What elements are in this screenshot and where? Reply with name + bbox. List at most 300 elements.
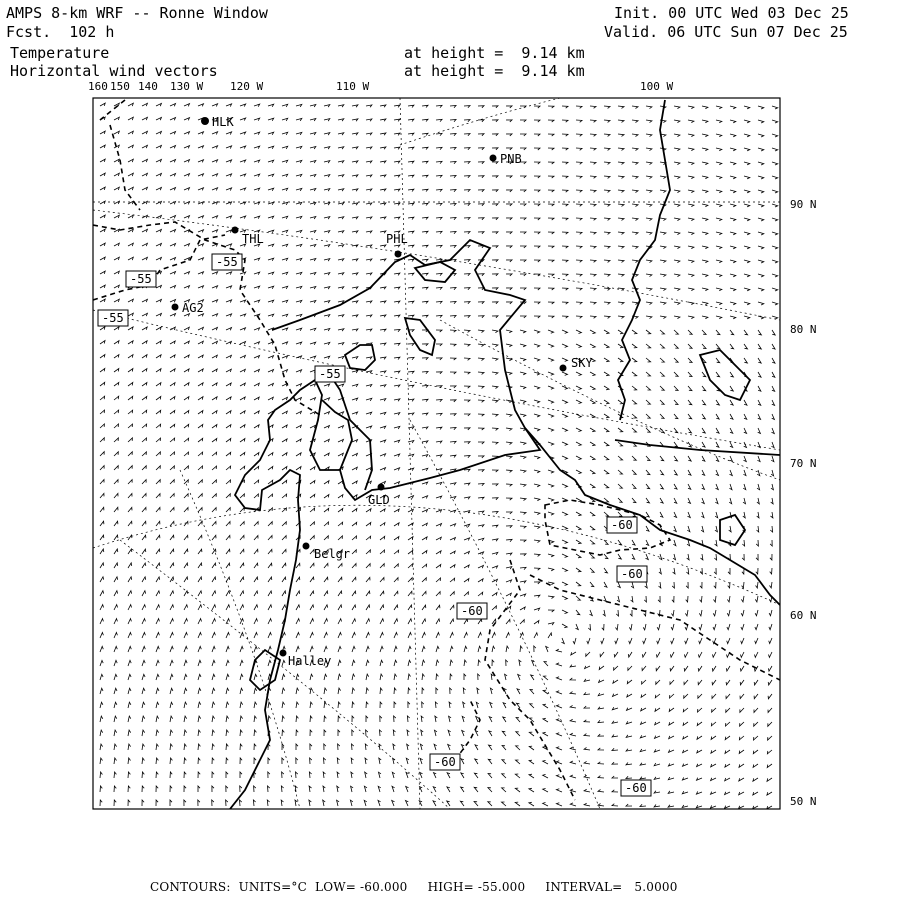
wind-vector	[156, 131, 161, 134]
wind-vector	[380, 385, 386, 388]
wind-vector	[142, 173, 147, 176]
wind-vector	[114, 257, 119, 260]
wind-vector	[697, 778, 703, 781]
wind-vector	[296, 258, 302, 261]
wind-vector	[492, 498, 498, 500]
wind-vector	[128, 535, 132, 540]
wind-vector	[156, 716, 159, 722]
wind-vector	[422, 399, 428, 401]
height-label-1: at height = 9.14 km	[404, 44, 585, 62]
wind-vector	[226, 466, 231, 470]
wind-vector	[753, 806, 758, 809]
wind-vector	[170, 674, 173, 680]
wind-vector	[618, 442, 623, 446]
wind-vector	[128, 619, 131, 624]
wind-vector	[646, 260, 652, 263]
wind-vector	[380, 245, 386, 247]
svg-text:-55: -55	[216, 255, 238, 269]
wind-vector	[640, 735, 646, 738]
wind-vector	[422, 358, 428, 360]
wind-vector	[506, 539, 512, 541]
wind-vector	[142, 159, 147, 162]
wind-vector	[598, 762, 604, 764]
wind-vector	[352, 453, 357, 456]
wind-vector	[380, 412, 386, 415]
wind-vector	[758, 190, 764, 193]
wind-vector	[702, 498, 705, 504]
wind-vector	[338, 161, 344, 163]
wind-vector	[142, 145, 147, 148]
wind-vector	[489, 731, 492, 736]
wind-vector	[420, 787, 423, 792]
wind-vector	[772, 316, 778, 319]
wind-vector	[100, 327, 105, 330]
wind-vector	[529, 802, 534, 806]
wind-vector	[114, 396, 119, 400]
lon-label-120w: 120 W	[230, 80, 264, 93]
wind-vector	[520, 148, 526, 150]
wind-vector	[548, 232, 554, 234]
wind-vector	[588, 624, 590, 630]
wind-vector	[100, 507, 104, 512]
wind-vector	[212, 104, 218, 107]
wind-vector	[740, 680, 744, 685]
wind-vector	[268, 619, 272, 624]
wind-vector	[254, 702, 257, 708]
wind-vector	[128, 341, 133, 344]
wind-vector	[604, 260, 610, 262]
wind-vector	[351, 772, 353, 778]
wind-vector	[142, 633, 145, 639]
wind-vector	[450, 578, 455, 582]
wind-vector	[548, 400, 554, 403]
wind-vector	[422, 510, 428, 513]
wind-vector	[240, 369, 245, 372]
wind-vector	[296, 702, 299, 708]
wind-vector	[506, 218, 512, 220]
wind-vector	[646, 512, 649, 517]
wind-vector	[618, 358, 623, 362]
wind-vector	[464, 162, 470, 164]
wind-vector	[323, 786, 325, 792]
svg-text:PNB: PNB	[500, 152, 522, 166]
wind-vector	[142, 716, 145, 722]
wind-vector	[657, 638, 660, 644]
wind-vector	[754, 694, 758, 699]
wind-vector	[772, 162, 778, 165]
wind-vector	[590, 582, 594, 587]
wind-vector	[674, 442, 678, 447]
wind-vector	[142, 758, 144, 764]
wind-vector	[548, 442, 554, 445]
wind-vector	[590, 274, 596, 276]
wind-vector	[338, 577, 342, 582]
wind-vector	[659, 582, 661, 588]
wind-vector	[716, 232, 722, 235]
wind-vector	[758, 428, 761, 434]
wind-vector	[576, 162, 582, 164]
wind-vector	[562, 456, 568, 459]
wind-vector	[240, 744, 242, 750]
longitude-label-group	[88, 80, 673, 93]
wind-vector	[226, 355, 231, 358]
wind-vector	[408, 619, 412, 624]
station-thl[interactable]	[232, 227, 264, 247]
wind-vector	[380, 619, 384, 624]
wind-vector	[646, 288, 652, 291]
wind-vector	[674, 274, 680, 277]
wind-vector	[170, 118, 176, 121]
wind-vector	[422, 259, 428, 261]
wind-vector	[324, 522, 329, 526]
wind-vector	[170, 660, 173, 666]
wind-vector	[632, 204, 638, 207]
wind-vector	[240, 160, 246, 163]
wind-vector	[502, 760, 506, 764]
wind-vector	[198, 646, 201, 652]
wind-vector	[531, 675, 534, 680]
wind-vector	[660, 498, 663, 503]
wind-vector	[520, 386, 526, 389]
wind-vector	[366, 161, 372, 163]
wind-vector	[576, 400, 581, 404]
wind-vector	[534, 484, 540, 487]
wind-vector	[254, 369, 259, 372]
wind-vector	[380, 550, 385, 554]
wind-vector	[128, 327, 133, 330]
wind-vector	[184, 411, 189, 415]
wind-vector	[198, 146, 204, 149]
wind-vector	[654, 791, 660, 793]
wind-vector	[380, 301, 386, 303]
wind-vector	[422, 455, 428, 458]
wind-vector	[713, 610, 716, 616]
wind-vector	[254, 132, 260, 135]
wind-vector	[422, 468, 428, 471]
station-ag2[interactable]	[172, 301, 204, 315]
wind-vector	[114, 549, 118, 554]
wind-vector	[226, 660, 229, 666]
wind-vector	[740, 708, 744, 712]
wind-vector	[674, 162, 680, 165]
wind-vector	[352, 605, 356, 610]
wind-vector	[282, 314, 288, 317]
wind-vector	[100, 786, 102, 792]
wind-vector	[422, 591, 426, 596]
wind-vector	[114, 117, 119, 120]
wind-vector	[408, 105, 414, 107]
wind-vector	[713, 624, 716, 630]
wind-vector	[464, 176, 470, 178]
wind-vector	[128, 103, 133, 106]
svg-text:-60: -60	[434, 755, 456, 769]
wind-vector	[282, 356, 288, 359]
wind-vector	[240, 328, 246, 331]
wind-vector	[515, 774, 520, 778]
wind-vector	[212, 146, 218, 149]
wind-vector	[296, 146, 302, 149]
wind-vector	[646, 484, 650, 489]
wind-vector	[212, 800, 214, 806]
wind-vector	[476, 702, 479, 708]
wind-vector	[436, 537, 441, 540]
wind-vector	[478, 511, 484, 513]
wind-vector	[604, 162, 610, 164]
wind-vector	[184, 508, 188, 513]
wind-vector	[618, 190, 624, 192]
wind-vector	[601, 638, 604, 644]
wind-vector	[725, 792, 730, 795]
wind-vector	[674, 218, 680, 221]
wind-vector	[646, 204, 652, 207]
contour-label-group	[98, 254, 651, 796]
wind-vector	[660, 372, 664, 376]
wind-vector	[716, 246, 722, 249]
wind-vector	[422, 119, 428, 121]
wind-vector	[324, 758, 326, 764]
wind-vector	[618, 302, 624, 304]
wind-vector	[604, 148, 610, 150]
wind-vector	[727, 596, 730, 602]
wind-vector	[758, 218, 764, 221]
wind-vector	[576, 568, 581, 572]
wind-vector	[618, 218, 624, 220]
wind-vector	[296, 398, 301, 401]
wind-vector	[100, 103, 105, 106]
wind-vector	[478, 302, 484, 304]
wind-vector	[688, 372, 692, 377]
wind-vector	[688, 470, 691, 475]
wind-vector	[436, 301, 442, 303]
wind-vector	[100, 159, 105, 162]
wind-vector	[744, 414, 747, 419]
wind-vector	[660, 190, 666, 193]
wind-vector	[506, 470, 512, 472]
wind-vector	[534, 218, 540, 220]
wind-vector	[562, 148, 568, 150]
wind-vector	[576, 274, 582, 276]
wind-vector	[352, 287, 358, 289]
wind-vector	[475, 731, 478, 736]
wind-vector	[142, 355, 147, 358]
wind-vector	[282, 453, 287, 456]
wind-vector	[450, 316, 456, 318]
wind-vector	[324, 315, 330, 318]
wind-vector	[128, 159, 133, 162]
wind-vector	[492, 552, 498, 555]
wind-vector	[352, 730, 354, 736]
contour-label	[617, 566, 647, 582]
wind-vector	[408, 175, 414, 177]
wind-vector	[310, 412, 315, 415]
wind-vector	[408, 523, 413, 526]
wind-vector	[296, 411, 301, 414]
wind-vector	[772, 260, 778, 263]
wind-vector	[184, 466, 188, 470]
wind-vector	[770, 526, 772, 532]
wind-vector	[614, 652, 618, 657]
wind-vector	[478, 456, 484, 458]
wind-vector	[492, 344, 498, 347]
wind-vector	[310, 301, 316, 304]
wind-vector	[478, 176, 484, 178]
wind-vector	[366, 646, 369, 652]
wind-vector	[324, 577, 328, 582]
wind-vector	[506, 176, 512, 178]
wind-vector	[688, 442, 691, 447]
wind-vector	[543, 690, 548, 694]
wind-vector	[364, 786, 367, 792]
wind-vector	[380, 605, 384, 610]
wind-vector	[310, 481, 315, 485]
wind-vector	[729, 484, 732, 490]
wind-vector	[632, 190, 638, 193]
wind-vector	[184, 535, 188, 540]
wind-vector	[771, 456, 774, 462]
wind-vector	[772, 400, 775, 405]
svg-text:-60: -60	[621, 567, 643, 581]
wind-vector	[700, 596, 702, 602]
wind-vector	[310, 688, 313, 694]
wind-vector	[599, 666, 604, 670]
wind-vector	[282, 702, 285, 708]
wind-vector	[296, 370, 302, 373]
wind-vector	[674, 386, 678, 390]
wind-vector	[351, 758, 353, 764]
wind-vector	[352, 398, 358, 401]
wind-vector	[420, 758, 423, 764]
wind-vector	[757, 498, 759, 504]
station-sky[interactable]	[560, 356, 594, 372]
wind-vector	[380, 633, 383, 639]
wind-vector	[590, 106, 596, 108]
wind-vector	[254, 118, 260, 121]
wind-vector	[296, 716, 298, 722]
wind-vector	[674, 106, 680, 109]
wind-vector	[604, 246, 610, 248]
wind-vector	[464, 442, 470, 444]
wind-vector	[590, 148, 596, 150]
wind-vector	[562, 274, 568, 276]
wind-vector	[296, 328, 302, 331]
wind-vector	[156, 299, 161, 302]
wind-vector	[422, 427, 428, 429]
wind-vector	[688, 330, 692, 334]
wind-vector	[730, 148, 736, 151]
wind-vector	[688, 400, 692, 405]
wind-vector	[590, 218, 596, 220]
wind-vector	[730, 204, 736, 207]
wind-vector	[450, 619, 454, 624]
contour-label	[607, 517, 637, 533]
wind-vector	[771, 484, 774, 490]
wind-vector	[562, 442, 568, 445]
wind-vector	[240, 646, 243, 652]
wind-vector	[295, 800, 297, 806]
wind-vector	[184, 563, 188, 568]
wind-vector	[184, 146, 190, 149]
svg-text:HLK: HLK	[212, 115, 234, 129]
wind-vector	[338, 133, 344, 135]
wind-vector	[436, 147, 442, 149]
wind-vector	[170, 521, 174, 526]
wind-vector	[576, 316, 582, 318]
wind-vector	[716, 484, 719, 490]
wind-vector	[576, 288, 582, 290]
wind-vector	[170, 146, 176, 149]
wind-vector	[590, 260, 596, 262]
wind-vector	[660, 302, 666, 305]
wind-vector	[632, 148, 638, 151]
wind-vector	[408, 427, 414, 429]
wind-vector	[464, 148, 470, 150]
station-halley[interactable]	[280, 650, 332, 669]
wind-vector	[156, 187, 161, 190]
wind-vector	[380, 730, 382, 736]
wind-vector	[478, 414, 484, 416]
wind-vector	[714, 582, 716, 588]
wind-vector	[670, 680, 674, 684]
wind-vector	[502, 774, 506, 778]
station-belgr[interactable]	[303, 543, 351, 562]
wind-vector	[352, 688, 355, 694]
wind-vector	[688, 148, 694, 151]
wind-vector	[570, 719, 576, 722]
wind-vector	[226, 688, 229, 694]
station-gld[interactable]	[368, 484, 390, 508]
wind-vector	[492, 400, 498, 403]
wind-vector	[268, 370, 274, 373]
wind-vector	[310, 522, 314, 526]
station-pnb[interactable]	[490, 152, 522, 166]
station-hlk[interactable]	[201, 115, 234, 129]
wind-vector	[556, 747, 562, 750]
wind-vector	[268, 132, 274, 135]
wind-vector	[436, 482, 442, 485]
wind-vector	[492, 386, 498, 389]
wind-vector	[337, 786, 339, 792]
wind-vector	[771, 442, 774, 448]
wind-vector	[352, 384, 358, 387]
wind-vector	[114, 369, 119, 373]
wind-vector	[184, 521, 188, 526]
wind-vector	[688, 176, 694, 179]
wind-vector	[422, 551, 427, 555]
wind-vector	[422, 660, 425, 666]
wind-vector	[646, 358, 651, 362]
wind-vector	[726, 722, 731, 726]
wind-vector	[198, 605, 202, 610]
wind-vector	[660, 428, 664, 433]
wind-vector	[548, 120, 554, 122]
wind-vector	[100, 660, 103, 666]
wind-vector	[212, 772, 214, 778]
wind-vector	[618, 162, 624, 164]
wind-vector	[282, 577, 286, 582]
wind-vector	[713, 652, 717, 657]
wind-vector	[142, 674, 145, 680]
wind-vector	[100, 173, 105, 176]
wind-vector	[226, 300, 232, 303]
wind-vector	[434, 773, 437, 778]
wind-vector	[254, 342, 260, 345]
wind-vector	[114, 493, 118, 498]
wind-vector	[226, 286, 232, 289]
wind-vector	[296, 272, 302, 275]
wind-vector	[128, 173, 133, 176]
wind-vector	[548, 134, 554, 136]
wind-vector	[268, 118, 274, 121]
